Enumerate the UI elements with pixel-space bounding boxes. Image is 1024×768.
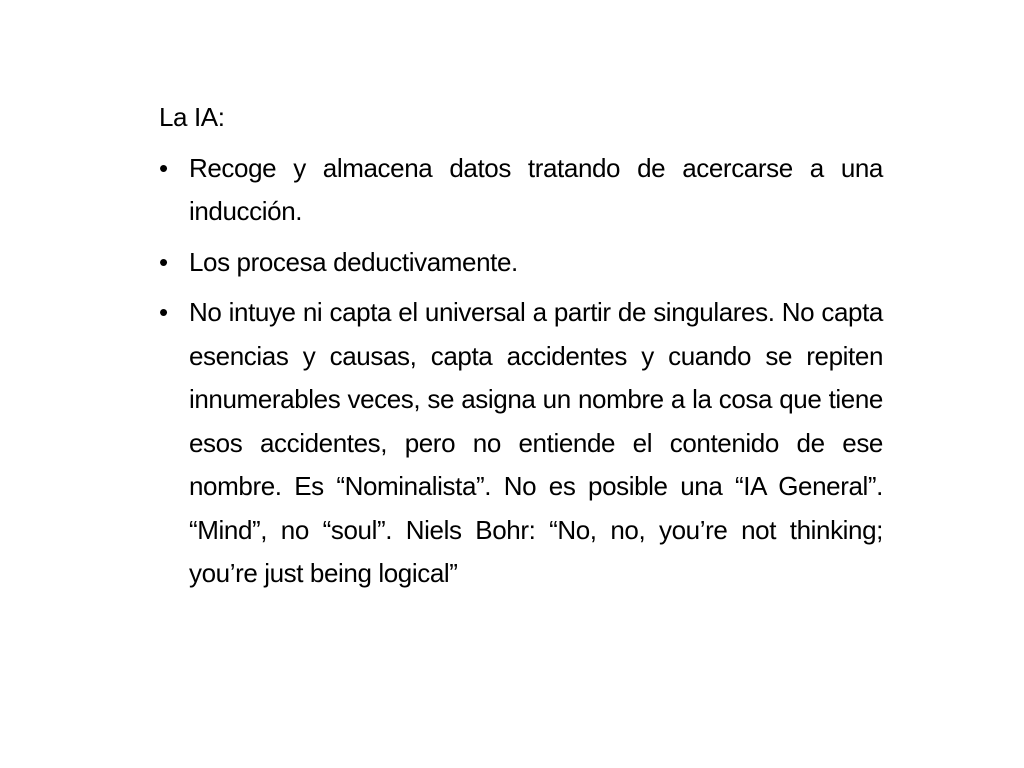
bullet-text: Los procesa deductivamente. [189, 246, 518, 277]
bullet-list [159, 147, 883, 596]
bullet-icon: • [159, 246, 168, 277]
bullet-item [159, 291, 883, 596]
bullet-icon: • [159, 297, 168, 327]
intro-heading: La IA: [159, 102, 225, 132]
bullet-icon: • [159, 152, 168, 183]
bullet-item [159, 241, 883, 285]
bullet-text: Recoge y almacena datos tratando de acercarse a una inducción. [189, 152, 883, 226]
bullet-item [159, 147, 883, 234]
slide-body [159, 96, 883, 603]
bullet-text: No intuye ni capta el universal a partir de singulares. No capta esencias y causas, capta accidentes y cuando se repiten innumerables veces, se asigna un nombre a la cosa que tiene esos accidentes, pero no entiende el contenido de ese nombre. Es “Nominalista”. No es posible una “IA General”. “Mind”, no “soul”. Niels Bohr: “No, no, you’re not thinking; you’re just being logical” [189, 297, 883, 588]
